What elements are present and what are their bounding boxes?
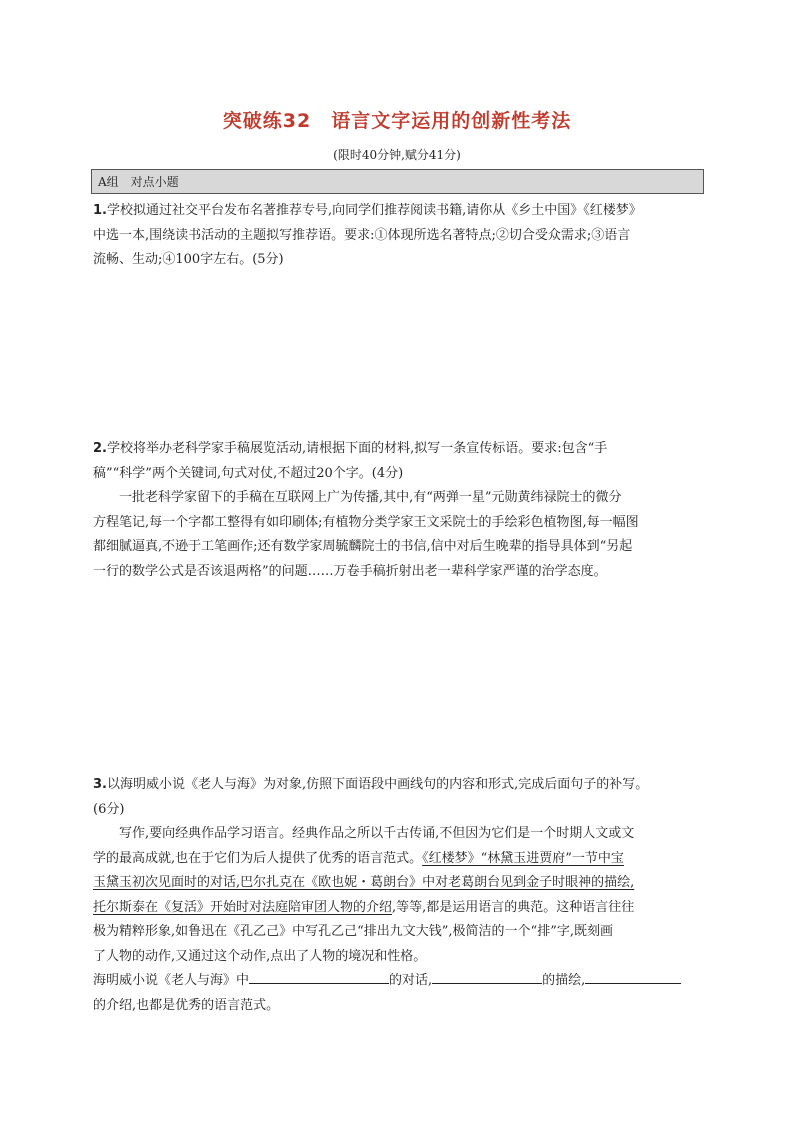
section-header — [91, 169, 704, 194]
answer-blank-2[interactable] — [432, 969, 542, 984]
underlined-sentence: 玉黛玉初次见面时的对话,巴尔扎克在《欧也妮・葛朗台》中对老葛朗台见到金子时眼神的描绘, — [93, 875, 635, 890]
question-3-line: 3.以海明威小说《老人与海》为对象,仿照下面语段中画线句的内容和形式,完成后面句子的补写。 — [93, 777, 649, 792]
passage-line: 极为精粹形象,如鲁迅在《孔乙己》中写孔乙己“排出九文大钱”,极简洁的一个“排”字,既刻画 — [93, 924, 613, 939]
question-3 — [93, 773, 705, 1018]
passage-line: 写作,要向经典作品学习语言。经典作品之所以千古传诵,不但因为它们是一个时期人文或文 — [119, 826, 635, 841]
question-2-line: 稿”“科学”两个关键词,句式对仗,不超过20个字。(4分) — [93, 465, 404, 481]
passage-line — [93, 871, 705, 896]
passage-line: 了人物的动作,又通过这个动作,点出了人物的境况和性格。 — [93, 948, 427, 964]
page-title: 突破练32 语言文字运用的创新性考法 — [222, 110, 572, 132]
material-line: 都细腻逼真,不逊于工笔画作;还有数学家周毓麟院士的书信,信中对后生晚辈的指导具体到“另起 — [93, 539, 633, 554]
time-limit-note: (限时40分钟,赋分41分) — [333, 148, 461, 162]
fill-in-line: 海明威小说《老人与海》中 的对话, 的描绘, — [93, 969, 705, 994]
answer-blank-3[interactable] — [585, 969, 681, 984]
underlined-sentence: 托尔斯泰在《复活》开始时对法庭陪审团人物的介绍 — [93, 899, 393, 915]
question-2-line: 2.学校将举办老科学家手稿展览活动,请根据下面的材料,拟写一条宣传标语。要求:包含“手 — [93, 441, 608, 456]
material-line: 一批老科学家留下的手稿在互联网上广为传播,其中,有“两弹一星”元勋黄纬禄院士的微分 — [119, 490, 622, 505]
question-1-line: 流畅、生动;④100字左右。(5分) — [93, 252, 284, 267]
underlined-sentence: 《红楼梦》“林黛玉进贾府”一节中宝 — [422, 850, 624, 866]
material-line: 一行的数学公式是否该退两格”的问题……万卷手稿折射出老一辈科学家严谨的治学态度。 — [93, 563, 607, 579]
passage-line: 学的最高成就,也在于它们为后人提供了优秀的语言范式。《红楼梦》“林黛玉进贾府”一节中宝 — [93, 850, 624, 866]
question-1-line: 1.学校拟通过社交平台发布名著推荐专号,向同学们推荐阅读书籍,请你从《乡土中国》《红楼梦》 — [93, 203, 642, 218]
question-number: 2. — [93, 441, 107, 456]
fill-in-line: 的介绍,也都是优秀的语言范式。 — [93, 997, 280, 1013]
question-1-line: 中选一本,围绕读书活动的主题拟写推荐语。要求:①体现所选名著特点;②切合受众需求;③语言 — [93, 227, 631, 243]
question-2 — [93, 437, 705, 584]
question-number: 1. — [93, 203, 107, 218]
question-1 — [93, 199, 705, 273]
question-number: 3. — [93, 777, 107, 792]
passage-line: 托尔斯泰在《复活》开始时对法庭陪审团人物的介绍,等等,都是运用语言的典范。这种语言往往 — [93, 899, 635, 915]
question-3-line: (6分) — [93, 801, 125, 817]
section-label: A组 对点小题 — [98, 175, 179, 189]
material-line: 方程笔记,每一个字都工整得有如印刷体;有植物分类学家王文采院士的手绘彩色植物图,每一幅图 — [93, 514, 639, 530]
answer-blank-1[interactable] — [249, 969, 389, 984]
